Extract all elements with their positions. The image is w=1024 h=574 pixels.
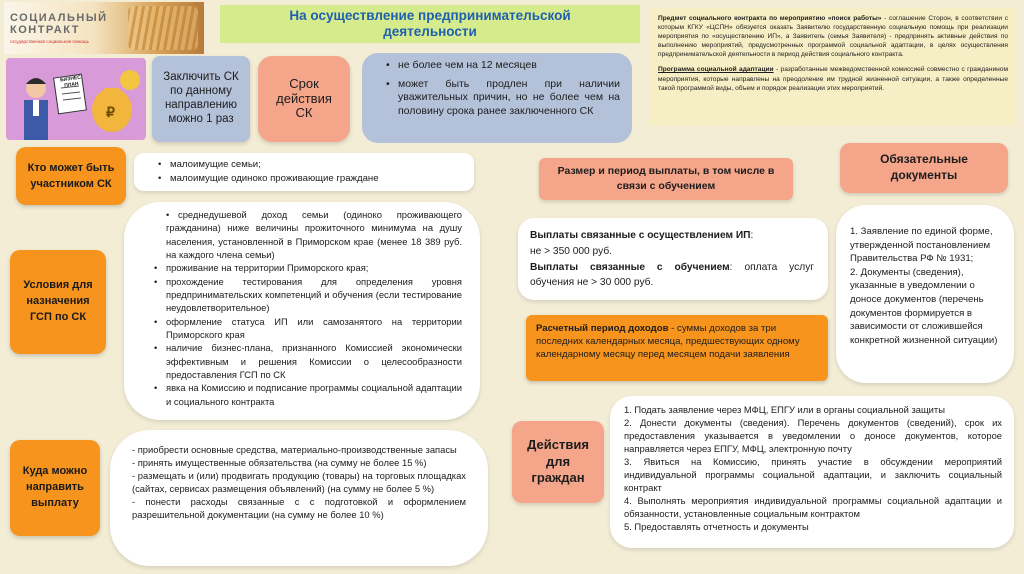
- calc-period-text: - суммы доходов за три последних календарных месяца, предшествующих одному календарному месяцу перед месяцем подачи заявления: [536, 323, 800, 360]
- payment-card: Выплаты связанные с осуществлением ИП: не > 350 000 руб. Выплаты связанные с обучением: оплата услуг обучения не > 30 000 руб.: [518, 218, 828, 300]
- wheat-decoration: [128, 6, 198, 50]
- term-item: • не более чем на 12 месяцев: [398, 59, 620, 73]
- docs-label-box: [840, 143, 1008, 193]
- conclude-once-text: Заключить СК по данному направлению можно 1 раз: [163, 71, 239, 125]
- conclude-once-box: [152, 56, 250, 142]
- who-items-card: [134, 153, 474, 191]
- docs-card: [836, 205, 1014, 383]
- page-title: На осуществление предпринимательской деятельности: [289, 8, 571, 39]
- condition-item: • прохождение тестирования для определения уровня предпринимательских компетенций и обучения (если тестирование неудовлетворительное): [166, 275, 462, 315]
- condition-item: • проживание на территории Приморского края;: [166, 261, 462, 274]
- where-item: - размещать и (или) продвигать продукцию (товары) на торговых площадках (сайтах, сервисах размещения объявлений) (на сумму не более 5 %): [132, 469, 466, 494]
- logo-tagline: государственная социальная помощь: [10, 39, 89, 44]
- where-label: Куда можно направить выплату: [22, 465, 88, 509]
- term-box: [258, 56, 350, 142]
- conditions-card: [124, 202, 480, 420]
- docs-item: 1. Заявление по единой форме, утвержденной постановлением Правительства РФ № 1931;: [850, 226, 993, 265]
- who-item: • малоимущие одиноко проживающие граждане: [170, 172, 464, 186]
- term-item: • может быть продлен при наличии уважительных причин, но не более чем на половину срока ранее заключенного СК: [398, 78, 620, 119]
- subject-definition-box: [650, 8, 1016, 126]
- term-label: Срок действия СК: [276, 75, 332, 121]
- program-term: Программа социальной адаптации: [658, 66, 774, 74]
- action-item: 3. Явиться на Комиссию, принять участие в обсуждении мероприятий индивидуальной программы социальной адаптации, и заключить социальный контракт: [624, 455, 1002, 493]
- condition-item: • среднедушевой доход семьи (одиноко проживающего гражданина) ниже величины прожиточного минимума на душу населения, установленной в Приморском крае (менее 18 389 руб. на каждого члена семьи): [166, 208, 462, 261]
- docs-label: Обязательные документы: [880, 152, 968, 182]
- where-item: - принять имущественные обязательства (на сумму не более 15 %): [132, 456, 427, 468]
- subject-text: - соглашение Сторон, в соответствии с которым КГКУ «ЦСПН» обязуется оказать Заявителю государственную социальную помощь при реализации мероприятия по «осуществлению ИП», а Заявитель (семья Заявителя) - предпринять активные действия по выполнению мероприятий, предусмотренных программой социальной адаптации, в целях осуществления предпринимательской деятельности в период действия социального контракта.: [658, 15, 1008, 59]
- actions-label: Действия для граждан: [527, 436, 589, 486]
- payment-ip-amount: не > 350 000 руб.: [530, 245, 612, 257]
- calc-period-term: Расчетный период доходов: [536, 323, 669, 334]
- action-item: 1. Подать заявление через МФЦ, ЕПГУ или в органы социальной защиты: [624, 404, 945, 415]
- payment-ip-label: Выплаты связанные с осуществлением ИП: [530, 230, 751, 241]
- calc-period-box: [526, 315, 828, 381]
- term-details: [362, 53, 632, 143]
- payment-header-box: [539, 158, 793, 200]
- who-label-box: [16, 147, 126, 205]
- where-item: - приобрести основные средства, материально-производственные запасы: [132, 444, 457, 455]
- payment-training-amount: : оплата услуг обучения не > 30 000 руб.: [530, 261, 815, 289]
- who-label: Кто может быть участником СК: [27, 161, 115, 190]
- who-item: • малоимущие семьи;: [170, 158, 464, 172]
- docs-item: 2. Документы (сведения), указанные в уведомлении о доносе документов (перечень документов формируется в зависимости от сложившейся конкретной жизненной ситуации): [850, 266, 998, 346]
- subject-term: Предмет социального контракта по мероприятию «поиск работы»: [658, 15, 882, 22]
- where-label-box: [10, 440, 100, 536]
- action-item: 5. Предоставлять отчетность и документы: [624, 520, 809, 532]
- payment-header: Размер и период выплаты, в том числе в связи с обучением: [557, 165, 775, 192]
- condition-item: • оформление статуса ИП или самозанятого на территории Приморского края: [166, 315, 462, 342]
- business-plan-label: БИЗНЕС ПЛАН: [59, 74, 82, 89]
- action-item: 2. Донести документы (сведения). Перечень документов (сведений), срок их предоставления указывается в уведомлении о доносе документов, которое направляется через ЕПГУ, МФЦ, электронную почту: [624, 416, 1002, 454]
- conditions-label: Условия для назначения ГСП по СК: [23, 279, 93, 323]
- page-title-box: [220, 5, 640, 43]
- logo-title-line1: СОЦИАЛЬНЫЙ: [10, 12, 108, 24]
- where-card: [110, 430, 488, 566]
- actions-label-box: [512, 421, 604, 503]
- conditions-label-box: [10, 250, 106, 354]
- business-illustration: [6, 58, 146, 140]
- actions-card: [610, 396, 1014, 548]
- ruble-symbol: ₽: [106, 104, 115, 120]
- payment-training-label: Выплаты связанные с обучением: [530, 261, 730, 273]
- condition-item: • наличие бизнес-плана, признанного Комиссией экономически эффективным и решения Комиссии о целесообразности предоставления ГСП по СК: [166, 341, 462, 381]
- logo-title-line2: КОНТРАКТ: [10, 24, 80, 36]
- logo: [4, 2, 204, 54]
- condition-item: • явка на Комиссию и подписание программы социальной адаптации и социального контракта: [166, 381, 462, 408]
- where-item: - понести расходы связанные с с подготовкой и оформлением разрешительной документации (на сумму не более 10 %): [132, 495, 466, 520]
- action-item: 4. Выполнять мероприятия индивидуальной программы социальной адаптации и обязанности, установленные социальным контрактом: [624, 494, 1002, 519]
- program-text: - разработанные межведомственной комиссией совместно с гражданином мероприятия, которые направлены на преодоление им трудной жизненной ситуации, а также определенные такой программой виды, объем и порядок реализации этих мероприятий.: [658, 66, 1008, 92]
